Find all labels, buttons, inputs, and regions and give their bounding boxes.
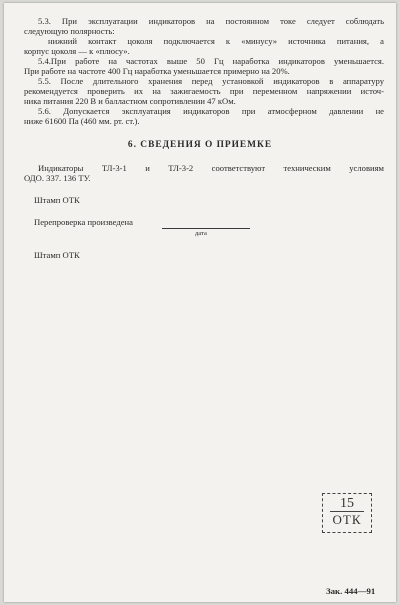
stamp-otk-label-1: Штамп ОТК [34,195,80,205]
section-6-text-line-1: Индикаторы ТЛ-3-1 и ТЛ-3-2 соответствуют техническим условиям [38,163,384,173]
stamp-number: 15 [340,496,354,511]
para-5-3-line-4: корпус цоколя — к «плюсу». [24,46,130,56]
para-5-3-line-1: 5.3. При эксплуатации индикаторов на постоянном токе следует соблюдать [38,16,384,26]
para-5-4-line-1: 5.4.При работе на частотах выше 50 Гц наработка индикаторов уменьшается. [38,56,384,66]
stamp-otk-label-2: Штамп ОТК [34,250,80,260]
document-page [4,3,396,602]
section-6-heading: 6. СВЕДЕНИЯ О ПРИЕМКЕ [127,140,273,150]
recheck-label: Перепроверка произведена [34,217,133,227]
stamp-text: ОТК [332,512,362,527]
para-5-3-line-3: нижний контакт цоколя подключается к «минусу» источника питания, а [48,36,384,46]
para-5-6-line-1: 5.6. Допускается эксплуатация индикаторов при атмосферном давлении не [38,106,384,116]
para-5-5-line-3: ника питания 220 В и балластном сопротивлении 47 кОм. [24,96,236,106]
recheck-date-line [162,228,250,229]
para-5-4-line-2: При работе на частоте 400 Гц наработка уменьшается примерно на 20%. [24,66,290,76]
para-5-6-line-2: ниже 61600 Па (460 мм. рт. ст.). [24,116,140,126]
section-6-text-line-2: ОДО. 337. 136 ТУ. [24,173,91,183]
para-5-5-line-2: рекомендуется проверить их на зажигаемость при переменном напряжении источ- [24,86,384,96]
otk-stamp [322,493,372,533]
order-number: Зак. 444—91 [326,586,376,596]
date-caption: дата [195,230,207,237]
para-5-3-line-2: следующую полярность: [24,26,115,36]
para-5-5-line-1: 5.5. После длительного хранения перед установкой индикаторов в аппаратуру [38,76,384,86]
